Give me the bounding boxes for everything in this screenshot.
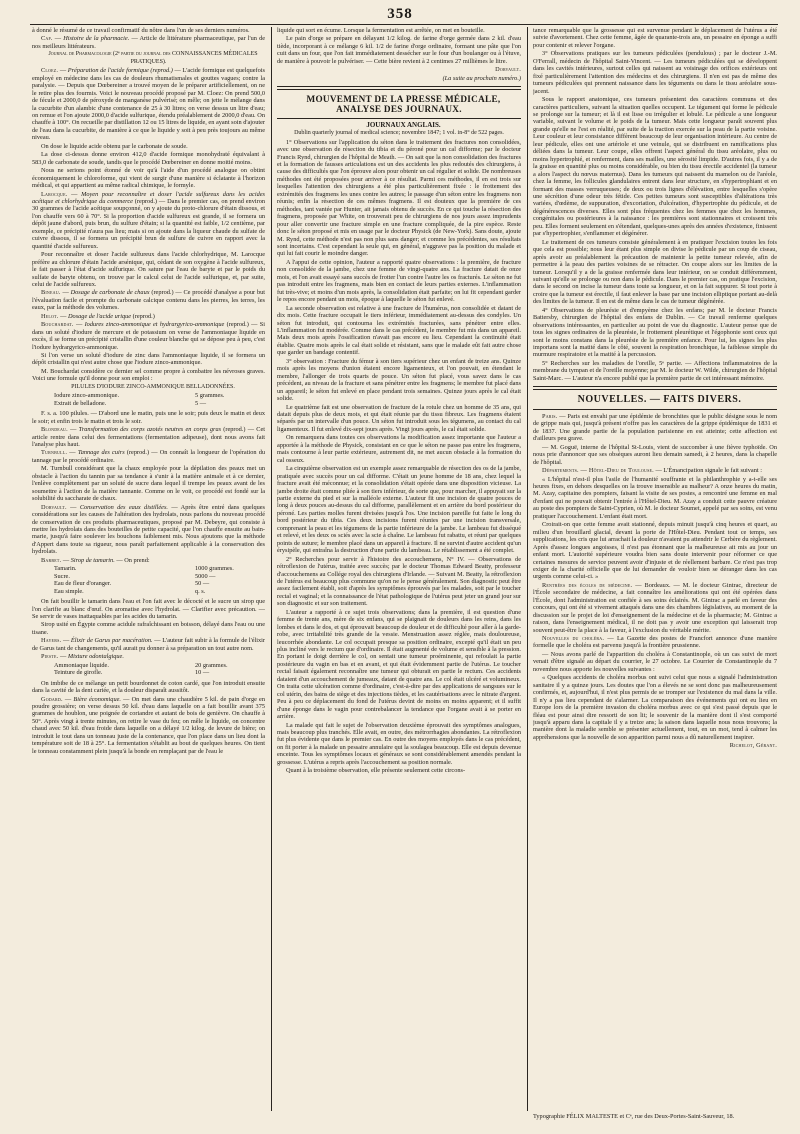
article-text: — On prend: [116,556,150,564]
formula-pilules [54,392,265,407]
article-title: Transformation des corps azotés neutres en corps gras [78,426,222,434]
paragraph: « L'hôpital n'est-il plus l'asile de l'humanité souffrante et la philanthrophie y a-t-elle ses heures fixes, en dehors desquelles on la trouve insensible au malheur? A onze heures du matin, M. Azay, capitaine des pompiers, faisant la visite de ses postes, a rencontré une femme en mal d'enfant qui ne pouvait obtenir l'entrée à l'Hôtel-Dieu. M. Azay a conduit cette pauvre créature au poste des pompiers de Saint-Cyprien, où M. le docteur Soumet, appelé par ses soins, est venu pratiquer l'accouchement. L'enfant était mort. [533,475,777,520]
journal-reference: Dublin quarterly journal of medical science; novembre 1847; 1 vol. in-8° de 522 pages. [294,130,504,137]
paragraph: F. s. a. 100 pilules. — D'abord une le matin, puis une le soir; puis deux le matin et deux le soir; et enfin trois le matin et trois le soir. [32,410,265,425]
news-cholera [533,635,777,650]
article-blondeau: Blondeau. — Transformation des corps azotés neutres en corps gras (reprod.) — Cet article rentre dans celui des fermentations (fermentation adipeuse), dont nous avons fait l'analyse plus haut. [32,426,265,449]
paragraph: La seconde observation est relative à une fracture de l'humérus, non consolidée et datant de dix mois. Cette fracture occupait le tiers inférieur, immédiatement au-dessus des condyles. Un séton fut introduit, qui contourna les extrémités fracturées, sans pénétrer entre elles. L'inflammation fut modérée. Comme dans le cas précédent, le membre fut mis dans un appareil. Mais deux mois après l'ossification n'avait pas encore eu lieu. Cependant la continuité était établie. Quatre mois après le cal était solide et résistant, sans que le malade eût fait autre chose que garder un bandage contentif. [277,304,521,357]
paragraph: « Quelques accidents de choléra morbus ont suivi celui que nous a signalé l'administration sanitaire il y a quinze jours. Les doutes que l'on a élevés ne se sont donc pas malheureusement confirmés, et, aujourd'hui, il n'est plus permis de se tromper sur l'existence du mal dans la ville. Il n'y a pas lieu cependant de s'alarmer. La comparaison des événements qui ont eu lieu en Europe lors de la première invasion du choléra morbus avec ce qui s'est passé depuis que le fléau est pour ainsi dire ressorti de son lit; le souvenir de la manière dont il s'est comporté jusqu'à apparu dans la capitale il y a treize ans; la saison dans laquelle nous nous trouvons; la manière dont la maladie semble se présenter actuellement, tout, en un mot, tend à calmer les appréhensions que la nouvelle de son apparition parmi nous a dû naturellement inspirer. [533,674,777,741]
paragraph: 5° Recherches sur les maladies de l'oreille, 5ᵉ partie. — Affections inflammatoires de la membrane du tympan et de l'oreille moyenne; par M. le docteur W. Wilde, chirurgien de l'hôpital Saint-Marc. — L'auteur n'a encore publié que la première partie de cet intéressant mémoire. [533,359,777,382]
article-title: Bière économique. [73,695,121,703]
continued-note: (La suite au prochain numéro.) [442,74,521,82]
divider [533,409,777,410]
header-rule [30,24,778,25]
author: Cap. [41,35,53,43]
dateline: Nouvelles du choléra. [542,635,605,643]
article-dorvault: Dorvault. — Conservation des eaux distillées. — Après être entré dans quelques considérations sur les causes de l'altération des hydrolats, nous parlons du nouveau procédé de conservation de ces produits pharmaceutiques, proposé par M. Debeyre, qui consiste à mettre les hydrolats dans des bouteilles de petite capacité, que l'on chauffe ensuite au bain-marie, jusqu'à faire soulever les bouchons faiblement mis. Nous ajoutons que la méthode d'Appert dans toute sa rigueur, nous paraît parfaitement applicable à la conservation des hydrolats. [32,503,265,556]
paragraph: La dose ci-dessus donne environ 412,0 d'acide formique monohydraté équivalant à 583,0 de carbonate de soude, tandis que le procédé Dœbereiner en donne moitié moins. [32,151,265,166]
paragraph: 2° Recherches pour servir à l'histoire des accouchemens, N° IV. — Observations de rétroflexion de l'utérus, traitée avec succès; par le docteur Thomas Edward Beatty, professeur d'accouchemens au Collége royal des chirurgiens d'Irlande. — Suivant M. Beatty, la rétroflexion de l'utérus est beaucoup plus commune qu'on ne le pense généralement. Son diagnostic peut être assez facilement établi, soit d'après les symptômes éprouvés par les malades, soit par le toucher rectal et vaginal; et la connaissance de l'état pathologique de l'utérus peut jeter un grand jour sur son diagnostic et sur son traitement. [277,555,521,608]
article-bineau: Bineau. — Dosage de carbonate de chaux (reprod.) — Ce procédé d'analyse a pour but l'évaluation facile et prompte du carbonate calcique contenu dans les pierres, les terres, les eaux, par la méthode des volumes. [32,289,265,312]
article-cap: Cap. — Histoire de la pharmacie. — Article de littérature pharmaceutique, par l'un de nos meilleurs littérateurs. [32,35,265,50]
article-text: (reprod.) [132,312,155,320]
paragraph: On remarquera dans toutes ces observations la modification assez importante que l'auteur a apportée à la méthode de Physick, consistant en ce que le séton ne passe pas entre les fragmens, mais contourne à leur partie extérieure, autrement dit, ne met aucun obstacle à la formation du cal osseux. [277,434,521,464]
article-text: (reprod.) — Ce procédé d'analyse a pour but l'évaluation facile et prompte du carbonate calcique contenu dans les pierres, les terres, les eaux, par la méthode des volumes. [32,289,265,312]
formula-barbet [54,565,265,595]
column-right [533,27,777,1107]
section-heading: Journal de Pharmacologie (2ᵉ partie du journal des CONNAISSANCES MÉDICALES PRATIQUES). [48,51,258,65]
article-title: Dosage de l'acide urique [68,312,132,320]
formula-row [54,580,265,587]
paragraph: liquide qui sort en écume. Lorsque la fermentation est arrêtée, on met en bouteille. [277,27,485,34]
article-title: Sirop de tamarin. [70,556,115,564]
paragraph: à donné le résumé de ce travail confirmatif du nôtre dans l'un de ses derniers numéros. [32,27,250,34]
author: Bineau. [41,289,61,297]
author: Blondeau. [41,426,68,434]
news-paris [533,413,777,443]
paragraph: M. Turnbull considérant que la chaux employée pour la dépilation des peaux met un obstacle à l'action du tannin par sa tendance à s'unir à la matière animale et à ce dernier, l'enlève complètement par un soluté de sucre dans lequel il trempe les peaux avant de les soumettre à l'action de la matière tannante. Comme on le voit, ce procédé est fondé sur la solubilité du saccharate de chaux. [32,465,265,503]
formula-row [54,588,265,595]
formula-row [54,662,265,669]
news-text: — L'Émancipation signale le fait suivant : [655,467,762,475]
article-title: Tannage des cuirs [77,449,125,457]
paragraph: On imbibe de ce mélange un petit bourdonnet de coton cardé, que l'on introduit ensuite dans la cavité de la dent cariée, et la douleur disparaît aussitôt. [32,679,265,695]
paragraph: Si l'on verse un soluté d'iodure de zinc dans l'ammoniaque liquide, il se formera un dépôt cristallin qui n'est autre chose que l'iodure zinco-ammonique. [32,352,265,367]
paragraph: Croirait-on que cette femme avait stationné, depuis minuit jusqu'à cinq heures et quart, au milieu d'un brouillard glacial, devant la porte de l'Hôtel-Dieu. Pendant tout ce temps, ses supplications, les cris que lui arrachait la douleur n'avaient pu attendrir le Cerbère du règlement. Après d'assez longues angoisses, il n'est pas étonnant que la malheureuse ait mis au jour un enfant mort. L'autorité supérieure voudra bien sans doute intervenir pour réformer ce que certaines mesures de service peuvent avoir d'injuste et de réellement barbare. Ce n'est pas trop exiger de la charité officielle que de lui demander de vouloir bien se déranger dans les cas urgents comme celui-ci. » [533,521,777,581]
dateline: Départements. — Hôtel-Dieu de Toulouse. [542,467,654,475]
ingredient-qty: q. s. [195,587,206,595]
article-title: Préparation de l'acide formique (reprod.) [67,67,173,75]
article-title: Iodures zinco-ammonique et hydrargyrico-ammonique [84,321,225,329]
author: Hayers. [41,637,62,645]
ingredient-name: Iodure zinco-ammonique. [54,392,120,400]
paragraph: tance remarquable que la grossesse qui est survenue pendant le déplacement de l'utérus a été suivie d'avortement. Chez cette femme, âgée de quarante-trois ans, un pessaire en éponge a suffi pour contenir et relever l'organe. [533,27,777,49]
article-text: (reprod.) — Dans le premier cas, on prend environ 30 grammes de l'acide acétique soupçonné, on y ajoute du proto-chlorure d'étain dissous, et l'on chauffe vers 60 à 70°. Si la proportion d'acide sulfureux est grande, il se formera un dépôt jaune d'abord, puis brun, du sulfure d'étain; si la quantité est faible, 1/2 centième, par exemple, ce précipité n'aura pas lieu; mais si on ajoute dans la liqueur chaude du sulfate de cuivre dissous, il se formera un précipité brun de sulfure de cuivre en rapport avec la quantité d'acide sulfureux. [32,197,265,250]
news-text: — La Gazette des postes de Francfort annonce d'une manière formelle que le choléra est parvenu jusqu'à la frontière prussienne. [533,635,777,650]
ingredient-qty: 10 — [195,669,210,677]
paragraph: 3° observation : Fracture du fémur à son tiers supérieur chez un enfant de treize ans. Quinze mois après les moyens d'union étaient encore ligamenteux, et l'on pouvait, en étendant le membre, l'allonger de trois quarts de pouce. Un séton fut placé, vous savez dans le cas précédent, au niveau de la fracture et sans pénétrer entre les fragmens; le membre fut placé dans un appareil; le séton fut enlevé en place pendant trois semaines. Quinze jours après le cal était solide. [277,357,521,403]
ingredient-name: Teinture de girofle. [54,669,103,677]
subsection-heading: JOURNAUX ANGLAIS. [366,120,441,129]
formula-row [54,565,265,572]
formula-pieste [54,662,265,677]
section-divider [277,86,521,90]
paragraph: La malade qui fait le sujet de l'observation deuxième éprouvait des symptômes analogues, mais beaucoup plus tranchés. Elle avait, en outre, des métrorrhagies abondantes. La rétroflexion fut plus évidente que dans le premier cas. En outre des moyens employés dans le cas précédent, on fit porter à la malade un pessaire annulaire qui la soulagea beaucoup. Elle est depuis devenue enceinte. Tous les symptômes locaux et généraux se sont considérablement amendés pendant la grossesse. L'utérus a repris après l'accouchement sa position normale. [277,721,521,766]
paragraph: On dose le liquide acide obtenu par le carbonate de soude. [41,142,188,150]
news-text: — Paris est envahi par une épidémie de bronchites que le public désigne sous le nom de grippe mais qui, jusqu'à présent n'offre pas les caractères de la grippe épidémique de 1831 et de 1837. Une grande partie de la population parisienne en est atteinte; cette affection est d'ailleurs peu grave. [533,412,777,443]
ingredient-name: Eau simple. [54,587,84,595]
paragraph: — Nous avons parlé de l'apparition du choléra à Constantinople, où un cas suivi de mort venait d'être signalé au départ du courrier, le 27 octobre. Le Courrier de Constantinople du 7 novembre nous apporte les nouvelles suivantes : [533,650,777,673]
imprint: Typographie FÉLIX MALTESTE et Cᵉ, rue des Deux-Portes-Saint-Sauveur, 18. [533,1113,735,1120]
paragraph: Sous le rapport anatomique, ces tumeurs présentent des caractères communs et des caractères particuliers, suivant la situation quelles occupent. Le tégument qui forme le pédicule se prolonge sur la tumeur; et là il est lisse ou irrégulier et lobulé. Le pédicule a une longueur variable, suivant le volume et le poids de la tumeur. Mais cette longueur paraît souvent plus grande qu'elle ne l'est en réalité, par suite de la traction exercée sur la peau de la partie voisine. Leur couleur et leur consistance diffèrent beaucoup de leur organisation intérieure. Au centre de leur pédicule, elles ont une artériole et une veinule, qui se distribuent en ramifications plus déliées dans la tumeur. Leur coupe, elles offrent l'aspect général du tissu aréolaire, plus ou moins hypertrophié, et renferment, dans ses mailles, une sérosité limpide. D'autres fois, il y a de la graisse en quantité plus ou moins considérable, ou bien du tissu érectile accidentel (la tumeur a alors l'aspect du nœvus maternus). Dans les tumeurs qui naissent du mamelon ou de l'aréole, chez la femme, les follicules glandulaires entrent dans leur structure, en s'hypertrophiant et en formant des masses verruqueuses; de deux ou trois lignes d'élévation, entre lesquelles s'opère une sécrétion d'une odeur très fétide. Ces petites tumeurs sont susceptibles d'altérations très variées, d'œdème, de suppuration, d'excoriation, d'ulcération, d'hypertrophie du pédicule, et de dégénérescences diverses. Elles sont plus fréquentes chez les femmes que chez les hommes, congénitales ou postérieures à la naissance : les premières sont stationnaires et croissent très peu. Elles forment seulement en s'étendant, quelques-unes après des années d'existence, finissent par s'hypertrophier, s'enflammer et dégénérer. [533,96,777,238]
ingredient-qty: 1000 grammes. [195,565,234,573]
article-title: Dosage de carbonate de chaux [70,289,150,297]
article-text: — Article de littérature pharmaceutique, par l'un de nos meilleurs littérateurs. [32,35,265,50]
article-hayers: Hayers. — Élixir de Garus par macération. — L'auteur fait subir à la formule de l'élixir de Garus tant de changements, qu'il aurait pu donner à sa préparation un tout autre nom. [32,637,265,652]
author: Dorvault. [41,503,67,511]
column-divider-left [271,27,272,1111]
article-title: Mixture odontalgique. [67,653,124,661]
paragraph: Pour reconnaître et doser l'acide sulfureux dans l'acide chlorhydrique, M. Larocque préfère au chlorure d'étain l'acide arsénique, qui, cédant de son oxygène à l'acide sulfureux, le fait passer à l'état d'acide sulfurique. On sature par l'eau de baryte et par le poids du sulfate de baryte obtenu, on trouve par le calcul celui de l'acide sulfurique, et, par suite, celui de l'acide sulfureux. [32,251,265,288]
column-divider-right [527,27,528,1111]
article-text: (reprod.) — Si dans un soluté d'iodure de mercure et de potassium on verse de l'ammoniaque liquide en excès, il se forme un précipité cristallin d'une couleur blanche qui se dépose peu à peu, c'est l'iodure hydrargyrico-ammonique. [32,321,265,351]
section-title: NOUVELLES. — FAITS DIVERS. [577,393,742,405]
dateline: Paris. [542,412,558,420]
article-cloez: Cloez. — Préparation de l'acide formique (reprod.) — L'acide formique est quelquefois employé en médecine dans les cas de douleurs rhumatismales et gouttes vagues; contre la paralysie. — Depuis que Dœbereiner a trouvé moyen de le préparer artificiellement, on ne le retire plus des fourmis. Voici le nouveau procédé proposé par M. Cloez: On prend 500,0 de fécule et 2000,0 de péroxyde de manganèse pulvérisé; on mêle; on jette le mélange dans la cucurbite d'un alambic d'une contenance de 25 à 30 litres; on verse dessus un litre d'eau; on remue et l'on ajoute 2000,0 d'acide sulfurique, étendu préalablement de 2000,0 d'eau. On chauffe à 100°. On recueille par distillation 12 ou 15 litres de liquide, en ayant soin d'ajouter de l'eau dans la cucurbite, de manière à ce que le liquide y soit à peu près toujours au même niveau. [32,67,265,142]
paragraph: On fait bouillir le tamarin dans l'eau et l'on fait avec le décocté et le sucre un sirop que l'on clarifie au blanc d'œuf. On aromatise avec l'hydrolat. — Clarifier avec précaution. — Se servir de vases inattaquables par les acides du tamarin. [32,598,265,620]
formula-row [54,573,265,580]
paragraph: 3° Observations pratiques sur les tumeurs pédiculées (pendulous) ; par le docteur J.-M. O'Ferrall, médecin de l'hôpital Saint-Vincent. — Les tumeurs pédiculées qui se développent dans les cavités intérieures, surtout celles qui naissent au voisinage des orifices extérieurs ont fixé particulièrement l'attention des médecins et des chirurgiens. Il n'en est pas de même des tumeurs pédiculées qui prennent naissance dans les téguments ou dans le tissu aréolaire sous-jacent. [533,50,777,95]
ingredient-name: Extrait de belladone. [54,399,107,407]
ingredient-qty: 5000 — [195,572,216,580]
news-departements [533,467,777,474]
formula-row [54,669,265,676]
author: Bouchardat. [41,321,74,329]
paragraph: Le pain d'orge se prépare en délayant 1/2 kilog. de farine d'orge germée dans 2 kil. d'eau tiède, incorporant à ce mélange 6 kil. 1/2 de farine d'orge ordinaire, formant une pâte que l'on cuit dans un four, que l'on fait immédiatement dessécher sur le four d'un boulanger ou à l'étuve, de manière à pouvoir le pulvériser. — Cette bière revient à 2 centimes 27 millièmes le litre. [277,35,521,65]
signature: Dorvault. [495,66,521,74]
paragraph: 1° Observations sur l'application du séton dans le traitement des fractures non consolidées, avec une observation de résection du tibia et du péroné pour un cal difforme; par le docteur Francis Rynd, chirurgien de l'hôpital de Meath. — On sait que la non consolidation des fractures et la formation de fausses articulations est un des accidents les plus redoutés des chirurgiens, à cause des difficultés que l'on éprouve alors pour obtenir un cal régulier et solide. De nombreuses méthodes ont été proposées pour arriver à ce résultat. Parmi ces méthodes, il en est trois sur lesquelles l'attention des chirurgiens a été plus particulièrement fixée : le frottement des extrémités des fragmens les unes contre les autres; le passage d'un séton entre les fragmens non réunis; enfin la résection de ces mêmes fragmens. Il est douteux que la première de ces méthodes, tant vantée par Hunter, ait jamais obtenu de succès. En ce qui touche la résection des fragmens, proposée par White, on trouverait peu de chirurgiens de nos jours assez imprudents pour aller convertir une fracture simple en une fracture compliquée, de la pire espèce. Reste donc le séton proposé et mis en usage par le docteur Physick (de New-York). Sans doute, ajoute M. Rynd, cette méthode n'est pas non plus sans danger; et comme les précédentes, ses résultats sont incertains. C'est cependant la seule qui, en général, n'aggrave pas la position du malade et qui lui fait courir le moindre danger. [277,138,521,258]
paragraph: Sirop usité en Égypte comme acidule rafraîchissant en boisson, délayé dans l'eau ou une tisane. [32,621,265,636]
author: Helot. [41,312,59,320]
article-bouchardat: Bouchardat. — Iodures zinco-ammonique et hydrargyrico-ammonique (reprod.) — Si dans un soluté d'iodure de mercure et de potassium on verse de l'ammoniaque liquide en excès, il se forme un précipité cristallin d'une couleur blanche qui se dépose peu à peu, c'est l'iodure hydrargyrico-ammonique. [32,321,265,351]
ingredient-qty: 5 grammes. [195,392,225,400]
author: Cloez. [41,67,59,75]
ingredient-name: Tamarin. [54,565,77,573]
article-text: — L'acide formique est quelquefois employé en médecine dans les cas de douleurs rhumatismales et gouttes vagues; contre la paralysie. — Depuis que Dœbereiner a trouvé moyen de le préparer artificiellement, on ne le retire plus des fourmis. Voici le nouveau procédé proposé par M. Cloez: On prend 500,0 de fécule et 2000,0 de péroxyde de manganèse pulvérisé; on mêle; on jette le mélange dans la cucurbite d'un alambic d'une contenance de 25 à 30 litres; on verse dessus un litre d'eau; on remue et l'on ajoute 2000,0 d'acide sulfurique, étendu préalablement de 2000,0 d'eau. On chauffe à 100°. On recueille par distillation 12 ou 15 litres de liquide, en ayant soin d'ajouter de l'eau dans la cucurbite, de manière à ce que le liquide y soit à peu près toujours au même niveau. [32,67,265,142]
article-title: Moyen pour reconnaître et doser l'acide sulfureux dans les acides acétique et chlorhydrique du commerce [32,190,265,205]
page-number: 358 [387,6,413,22]
ingredient-name: Ammoniaque liquide. [54,661,109,669]
author: Pieste. [41,653,59,661]
news-text: — Bordeaux. — M. le docteur Gintrac, directeur de l'École secondaire de médecine, a fait connaître les améliorations qui ont été opérées dans l'École, dont l'administration est confiée à ses soins éclairés. M. Gintrac a parlé en faveur des concours, qui ont été si vivement attaqués dans une des chambres législatives, au moment de la discussion sur le projet de loi d'enseignement de la médecine et de la pharmacie; M. Gintrac a raison, dans l'enseignement médical, il ne doit pas y avoir une exception qui laisserait trop souvent peut-être la place à la faveur, à l'exclusion du véritable mérite. [533,581,777,634]
ingredient-qty: 50 — [195,580,210,588]
formula-title: PILULES D'IODURE ZINCO-AMMONIQUE BELLADONNÉES. [71,383,235,390]
article-barbet: Barbet. — Sirop de tamarin. — On prend: [41,556,150,564]
dateline: Rentrées des écoles de médecine. [542,581,633,589]
signature: Richelot, Gérant. [729,742,777,750]
ingredient-name: Sucre. [54,572,70,580]
divider [277,118,521,119]
article-text: — Après être entré dans quelques considérations sur les causes de l'altération des hydrolats, nous parlons du nouveau procédé de conservation de ces produits pharmaceutiques, proposé par M. Debeyre, qui consiste à mettre les hydrolats dans des bouteilles de petite capacité, que l'on chauffe ensuite au bain-marie, jusqu'à faire soulever les bouchons faiblement mis. Nous ajoutons que la méthode d'Appert dans toute sa rigueur, nous paraît parfaitement applicable à la conservation des hydrolats. [32,503,265,556]
ingredient-qty: 20 grammes. [195,661,228,669]
paragraph: A l'appui de cette opinion, l'auteur a rapporté quatre observations : la première, de fracture non consolidée de la jambe, chez une femme de vingt-quatre ans. La fracture datait de onze mois, et l'on avait essayé sans succès de frotter l'un contre l'autre les os fracturés. Le séton ne fut pas introduit entre les fragmens, mais bien en contact de leurs parties externes. L'inflammation fut très-vive; et moins d'un mois après, la consolidation était parfaite; on lui fit cependant garder le repos encore pendant un mois, époque à laquelle le séton fut enlevé. [277,258,521,304]
news-ecoles [533,582,777,634]
author: Godard. [41,695,63,703]
formula-row [54,400,265,407]
paragraph: — M. Goguë, interne de l'hôpital St-Louis, vient de succomber à une fièvre typhoïde. On nous prie d'annoncer que ses obsèques auront lieu demain samedi, à 2 heures, dans la chapelle de l'hôpital. [533,443,777,466]
paragraph: Quant à la troisième observation, elle présente seulement cette circons- [286,767,466,775]
article-title: Histoire de la pharmacie. [63,35,130,43]
paragraph: La cinquième observation est un exemple assez remarquable de résection des os de la jambe, pratiquée avec succès pour un cal difforme. C'était un jeune homme de 18 ans, chez lequel la fracture avait été méconnue; et la consolidation s'était opérée dans une disposition vicieuse. La jambe droite était comme pliée à son tiers inférieur, de sorte que, pour marcher, il appuyait sur la partie externe du pied et sur la malléole externe. L'auteur fit une incision de quatre pouces de long à deux pouces au-dessus du cal difforme, parallèlement et en arrière du bord postérieur du péroné. Les parties molles furent divisées jusqu'à l'os. Une incision pareille fut faite le long du bord postérieur du tibia. Ces deux incisions furent réunies par une incision transversale, comprenant la peau et les tégumens de la partie inférieure de la jambe. Le lambeau fut disséqué et relevé, et les deux os sciés avec la scie à chaîne. Le lambeau fut rabattu, et réuni par quelques points de suture; le membre placé dans un appareil à fracture. Il ne survint d'autre accident qu'un érysipèle, qui entraîna la destruction d'une partie du lambeau. Le rétablissement a été complet. [277,465,521,555]
formula-row [54,392,265,399]
article-title: Élixir de Garus par macération. [70,637,153,645]
article-larocque: Larocque. — Moyen pour reconnaître et doser l'acide sulfureux dans les acides acétique et chlorhydrique du commerce (reprod.) — Dans le premier cas, on prend environ 30 grammes de l'acide acétique soupçonné, on y ajoute du proto-chlorure d'étain dissous, et l'on chauffe vers 60 à 70°. Si la proportion d'acide sulfureux est grande, il se formera un dépôt jaune d'abord, puis brun, du sulfure d'étain; si la quantité est faible, 1/2 centième, par exemple, ce précipité n'aura pas lieu; mais si on ajoute dans la liqueur chaude du sulfate de cuivre dissous, il se formera un précipité brun de sulfure de cuivre en rapport avec la quantité d'acide sulfureux. [32,190,265,250]
paragraph: Nous ne serions point étonné de voir qu'à l'aide d'un procédé analogue on obtint économiquement le chloroforme, qui vient de surgir d'une manière si éclatante à l'horizon médical, et qui appartient au même radical chimique, le formyle. [32,167,265,190]
article-turnbull: Turnbull. — Tannage des cuirs (reprod.) — On connaît la longueur de l'opération du tannage par le procédé ordinaire. [32,449,265,464]
column-middle [277,27,521,1112]
article-pieste: Pieste. — Mixture odontalgique. [41,653,124,661]
section-title: MOUVEMENT DE LA PRESSE MÉDICALE, ANALYSE DES JOURNAUX. [306,93,501,115]
article-title: Conservation des eaux distillées. [79,503,169,511]
paragraph: 4° Observations de pleurésie et d'empyème chez les enfans; par M. le docteur Francis Battersby, chirurgien de l'hôpital des enfans de Dublin. — Ce travail renferme quelques observations intéressantes, en particulier au point de vue du diagnostic. L'auteur pense que de tous les signes ordinaires de la pleurésie, le frottement pleurétique et l'égophonie sont ceux qui sont le moins constans dans la pleurésie de la première enfance. Pour lui, les signes les plus importans sont la matité dans le côté, souvent la respiration bronchique, la faiblesse simple du murmure respiratoire et la matité à la percussion. [533,306,777,359]
section-divider [533,386,777,390]
article-text: — L'auteur fait subir à la formule de l'élixir de Garus tant de changements, qu'il aurait pu donner à sa préparation un tout autre nom. [32,637,265,652]
ingredient-name: Eau de fleur d'oranger. [54,580,112,588]
author: Barbet. [41,556,62,564]
ingredient-qty: 5 — [195,399,207,407]
article-text: (reprod.) — On connaît la longueur de l'opération du tannage par le procédé ordinaire. [32,449,265,464]
paragraph: L'auteur a rapporté à ce sujet trois observations; dans la première, il est question d'une femme de trente ans, mère de six enfans, qui se plaignait de douleurs dans les reins, dans les lombes et dans le dos, et qui éprouvait beaucoup de douleur et de difficulté pour aller à la garde-robe, avec irritabilité très grande de la vessie. Menstruation assez réglée, mais douloureuse, leucorrhée abondante. Le col occupait presque sa position ordinaire, excepté qu'il était un peu plus incliné vers le rectum que d'ordinaire. Il était augmenté de volume et sensible à la pression. En portant le doigt derrière le col, on sentait une tumeur proéminente, qui refoulait la partie postérieure du vagin en bas et en avant, et qui était évidemment partie de l'utérus. Le toucher rectal faisait également reconnaître une tumeur qui obturait en partie le rectum. Ces accidents dataient d'un accouchement de jumeaux, datant de quatre ans. Le col était ulcéré et volumineux. On traita cette ulcération comme d'ordinaire, c'est-à-dire par des applications de sangsues sur le col utérin, des bains de siège et des injections tièdes, et les cautérisations avec le nitrate d'argent. Peu à peu ce déplacement du fond de l'utérus devint de moins en moins apparent; et il suffit d'une éponge dans le vagin pour contrebalancer la tendance que l'organe avait à se porter en arrière. [277,608,521,721]
paragraph: Le traitement de ces tumeurs consiste généralement à en pratiquer l'excision toutes les fois que cela est possible; nous leur étant plus simple on divise le pédicule par un coup de ciseau, après avoir au préalablement la précaution de maintenir la petite tumeur relevée, afin de permettre à la peau des parties voisines de se rétracter. On coupe alors sur les limites de la tumeur. Lorsqu'il y a de la graisse renfermée dans leur intérieur, on se conduit différemment, suivant qu'elle se prolonge ou non dans le pédicule. Dans le premier cas, on pratique l'excision, dans le second on incise la tumeur dans toute sa longueur, et on la fait suppurer. Si tout porte à croire que la tumeur est érectile, il faut enlever la base par une incision elliptique portant au-delà des limites de la tumeur. Il en est de même dans le cas de tumeur dégénérée. [533,238,777,306]
article-helot: Helot. — Dosage de l'acide urique (reprod.) [41,312,155,320]
article-text: — On met dans une chaudière 5 kil. de pain d'orge en poudre grossière; on verse dessus 50 kil. d'eau dans laquelle on a fait bouillir avant 375 grammes de houblon, une poignée de coriandre et autant de bois de genièvre. On chauffe à 50°. Après vingt à trente minutes, on retire le vase du feu; on mêle le liquide, on concentre chaud avec 50 kil. d'eau froide dans laquelle on a délayé 1/2 kilog. de levure de bière; on introduit le tout dans un tonneau juste de la contenance, que l'on place dans un lieu dont la température soit de 18 à 25°. La fermentation s'établit au bout de quelques heures. On tient le tonneau constamment plein jusqu'à la bonde en remplaçant par de l'eau le [32,695,265,755]
column-left [32,27,265,1112]
paragraph: M. Bouchardat considère ce dernier sel comme propre à combattre les névroses graves. Voici une formule qu'il donne pour son emploi : [32,367,265,383]
author: Turnbull. [41,449,68,457]
article-text: (reprod.) — Cet article rentre dans celui des fermentations (fermentation adipeuse), dont nous avons fait l'analyse plus haut. [32,426,265,449]
paragraph: Le quatrième fait est une observation de fracture de la rotule chez un homme de 35 ans, qui datait depuis plus de deux mois, et qui était réunie par du tissu fibreux. Les fragmens étaient séparés par un intervalle d'un pouce. Un séton fut introduit sous les tégumens, au contact du cal ligamenteux. Il fut enlevé dix-sept jours après. Vingt jours après, le cal était solide. [277,403,521,433]
author: Larocque. [41,190,68,198]
article-godard: Godard. — Bière économique. — On met dans une chaudière 5 kil. de pain d'orge en poudre grossière; on verse dessus 50 kil. d'eau dans laquelle on a fait bouillir avant 375 grammes de houblon, une poignée de coriandre et autant de bois de genièvre. On chauffe à 50°. Après vingt à trente minutes, on retire le vase du feu; on mêle le liquide, on concentre chaud avec 50 kil. d'eau froide dans laquelle on a délayé 1/2 kilog. de levure de bière; on introduit le tout dans un tonneau juste de la contenance, que l'on place dans un lieu dont la température soit de 18 à 25°. La fermentation s'établit au bout de quelques heures. On tient le tonneau constamment plein jusqu'à la bonde en remplaçant par de l'eau le [32,695,265,755]
